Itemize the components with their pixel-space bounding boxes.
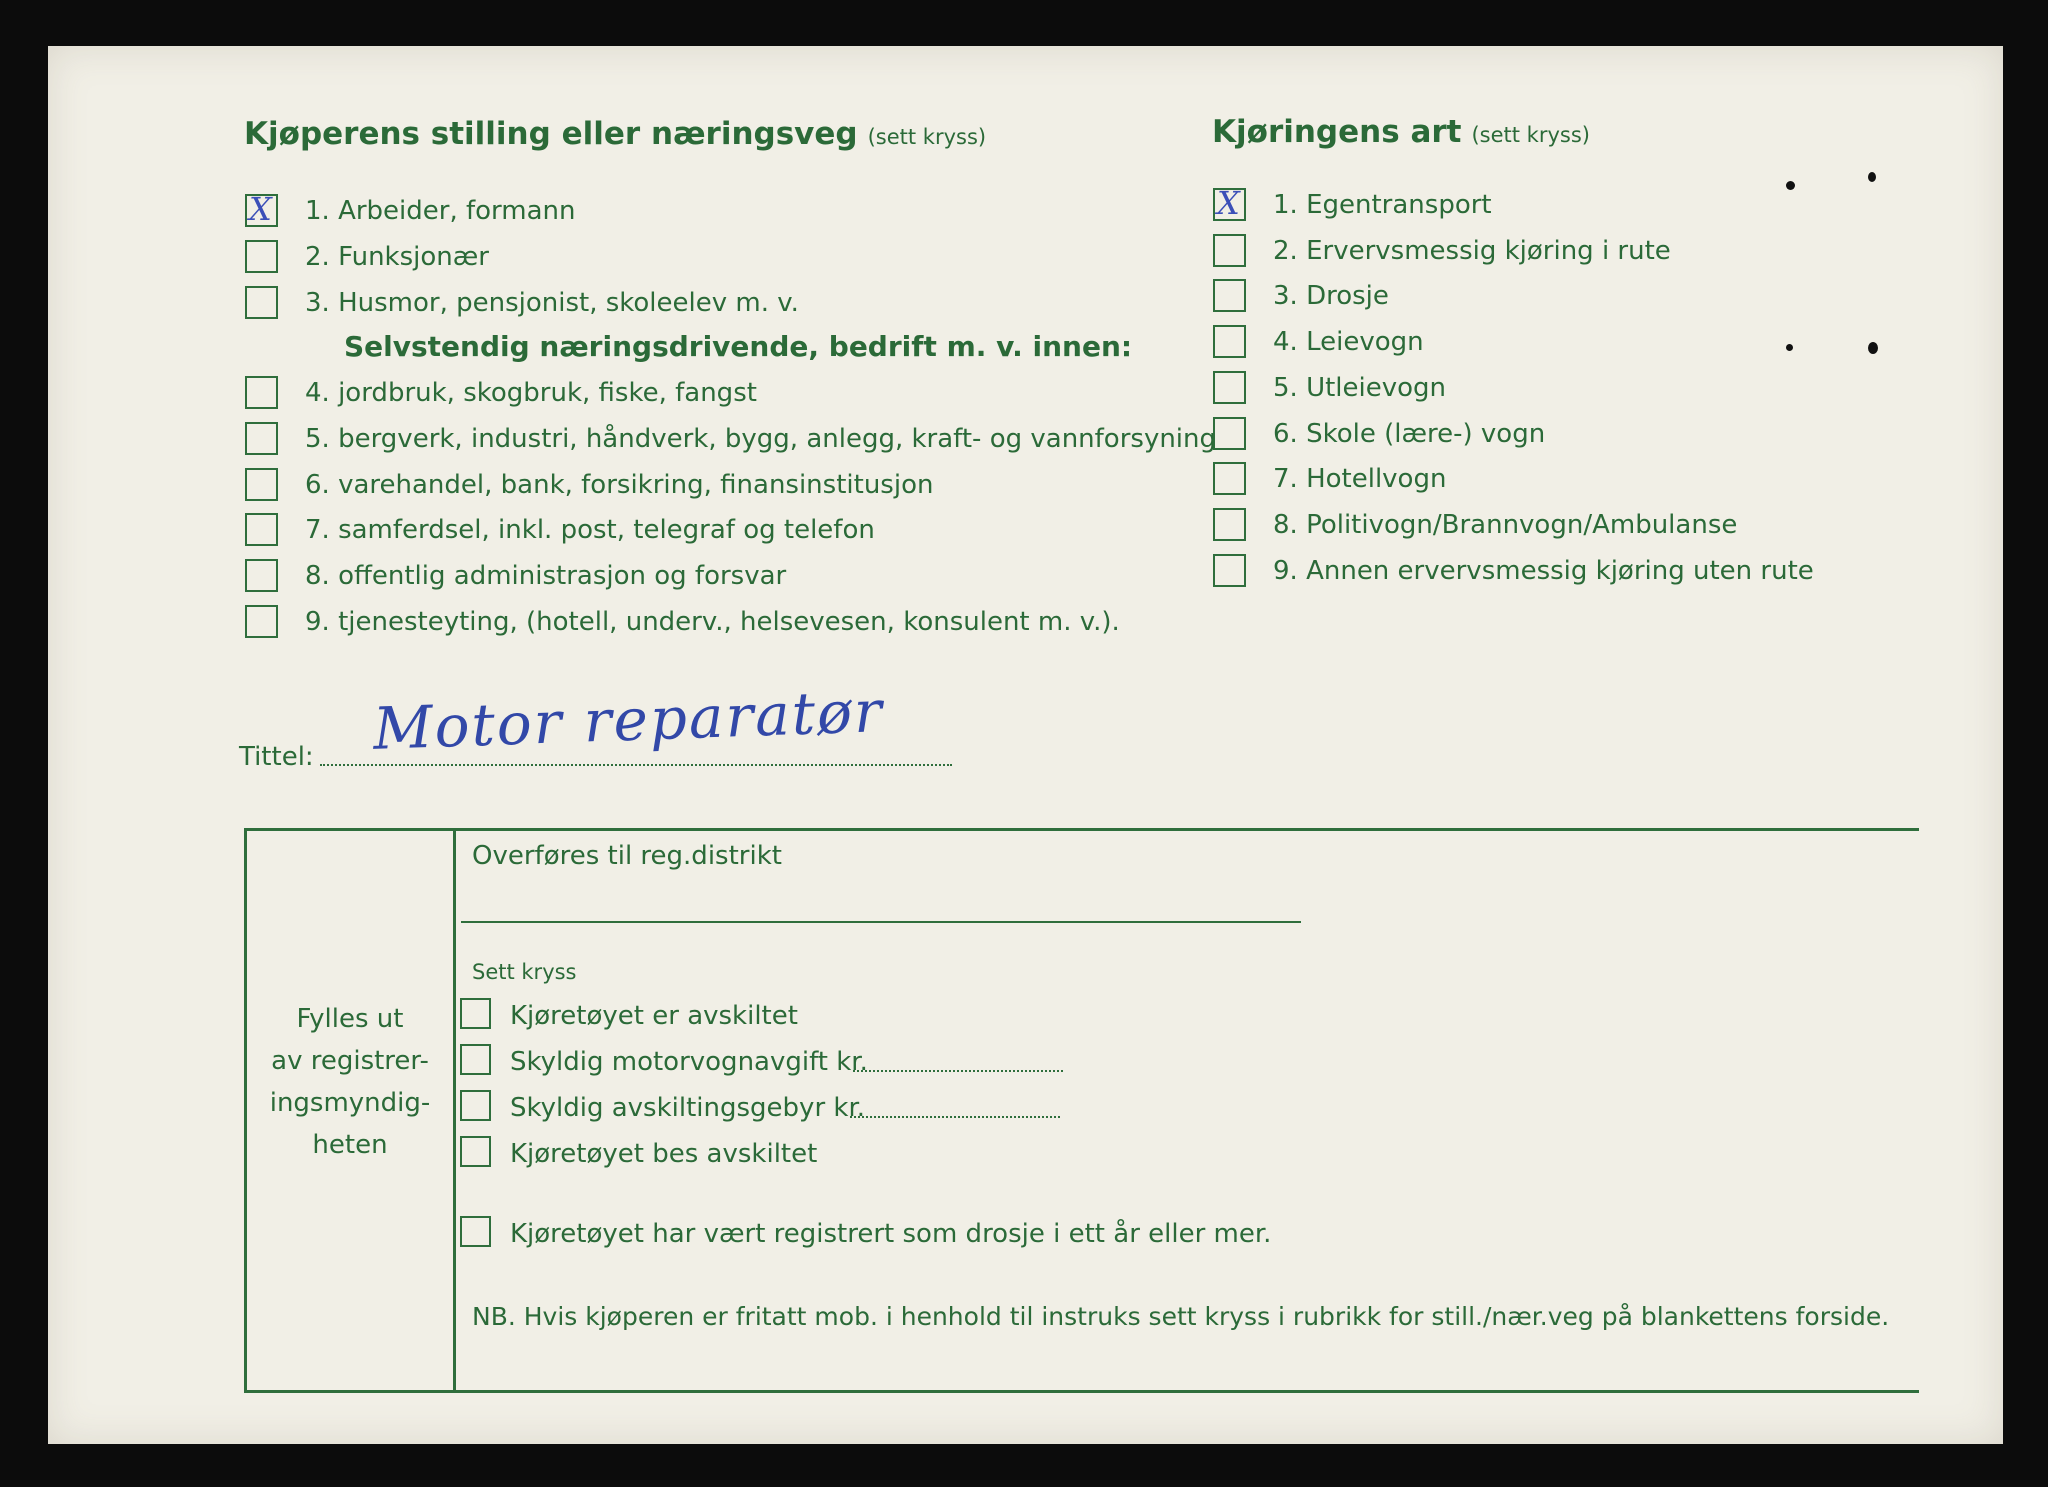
checkbox-label: 3. Drosje — [1273, 281, 1389, 312]
motorvognavgift-amount-line[interactable] — [853, 1070, 1063, 1072]
checkbox[interactable] — [1213, 184, 1246, 222]
checkbox-label: 2. Funksjonær — [305, 242, 489, 272]
transfer-district-label: Overføres til reg.distrikt — [472, 841, 782, 871]
motorvognavgift-label: Skyldig motorvognavgift kr. — [510, 1047, 868, 1077]
checkbox-label: 4. jordbruk, skogbruk, fiske, fangst — [305, 378, 757, 408]
drosje-year-label: Kjøretøyet har vært registrert som drosje i ett år eller mer. — [510, 1219, 1272, 1249]
checkbox[interactable] — [1213, 234, 1246, 267]
checkbox[interactable] — [1213, 325, 1246, 358]
checkbox-label: 6. Skole (lære-) vogn — [1273, 418, 1546, 449]
checkbox[interactable] — [1213, 371, 1246, 404]
checkbox[interactable] — [245, 605, 278, 638]
nb-note: NB. Hvis kjøperen er fritatt mob. i henhold til instruks sett kryss i rubrikk for still./nær.veg på blankettens forside. — [472, 1302, 1890, 1331]
sett-kryss-label: Sett kryss — [472, 960, 577, 984]
checkbox[interactable] — [1213, 279, 1246, 312]
avskiltingsgebyr-checkbox[interactable] — [460, 1090, 491, 1121]
checkbox-label: 8. Politivogn/Brannvogn/Ambulanse — [1273, 509, 1738, 540]
title-handwritten-value[interactable]: Motor reparatør — [371, 677, 885, 763]
avskiltet-checkbox[interactable] — [460, 998, 491, 1029]
checkbox[interactable] — [1213, 508, 1246, 541]
avskiltet-label: Kjøretøyet er avskiltet — [510, 1001, 798, 1031]
driving-type-title: Kjøringens art — [1212, 114, 1462, 150]
ink-speck — [1786, 181, 1795, 190]
checkbox-label: 9. Annen ervervsmessig kjøring uten rute — [1273, 555, 1814, 586]
checkbox[interactable] — [245, 190, 278, 228]
bes-avskiltet-checkbox[interactable] — [460, 1136, 491, 1167]
checkbox-label: 6. varehandel, bank, forsikring, finansinstitusjon — [305, 469, 934, 500]
ink-speck — [1786, 344, 1793, 351]
checkbox-label: 1. Egentransport — [1273, 190, 1492, 220]
checkbox[interactable] — [245, 422, 278, 455]
registry-side-label-line: ingsmyndig- — [269, 1088, 431, 1118]
checkbox-label: 7. samferdsel, inkl. post, telegraf og telefon — [305, 515, 875, 546]
title-label: Tittel: — [239, 742, 314, 772]
check-mark-icon: X — [249, 190, 272, 228]
checkbox-label: 3. Husmor, pensjonist, skoleelev m. v. — [305, 288, 799, 318]
buyer-occupation-hint: (sett kryss) — [867, 125, 987, 149]
check-mark-icon: X — [1217, 184, 1240, 222]
registry-side-label-line: Fylles ut — [296, 1004, 404, 1034]
drosje-year-checkbox[interactable] — [460, 1216, 491, 1247]
checkbox-label: 1. Arbeider, formann — [305, 196, 576, 226]
registry-box-divider — [453, 828, 456, 1390]
checkbox-label: 8. offentlig administrasjon og forsvar — [305, 561, 787, 592]
checkbox-label: 7. Hotellvogn — [1273, 464, 1447, 495]
checkbox-label: 2. Ervervsmessig kjøring i rute — [1273, 235, 1671, 266]
registry-box-bottom-rule — [244, 1390, 1919, 1393]
driving-type-heading — [1212, 114, 1590, 150]
avskiltingsgebyr-amount-line[interactable] — [850, 1116, 1060, 1118]
checkbox[interactable] — [245, 286, 278, 319]
checkbox-label: 4. Leievogn — [1273, 327, 1424, 358]
checkbox[interactable] — [1213, 462, 1246, 495]
bes-avskiltet-label: Kjøretøyet bes avskiltet — [510, 1139, 818, 1169]
avskiltingsgebyr-label: Skyldig avskiltingsgebyr kr. — [510, 1093, 866, 1123]
checkbox[interactable] — [245, 240, 278, 273]
driving-type-hint: (sett kryss) — [1471, 123, 1590, 147]
checkbox[interactable] — [1213, 417, 1246, 450]
motorvognavgift-checkbox[interactable] — [460, 1044, 491, 1075]
transfer-district-line[interactable] — [461, 921, 1301, 923]
checkbox[interactable] — [245, 513, 278, 546]
checkbox-label: 5. Utleievogn — [1273, 372, 1447, 403]
form-sheet — [48, 46, 2003, 1444]
checkbox[interactable] — [1213, 554, 1246, 587]
checkbox[interactable] — [245, 376, 278, 409]
registry-side-label-line: av registrer- — [271, 1046, 429, 1076]
registry-side-label-line: heten — [312, 1130, 388, 1160]
buyer-occupation-heading — [244, 116, 986, 152]
ink-speck — [1868, 172, 1876, 182]
checkbox[interactable] — [245, 559, 278, 592]
title-dotted-line — [320, 764, 952, 766]
checkbox-label: 5. bergverk, industri, håndverk, bygg, anlegg, kraft- og vannforsyning — [305, 423, 1217, 454]
ink-speck — [1868, 342, 1878, 354]
registry-box-top-rule — [244, 828, 1919, 831]
checkbox[interactable] — [245, 468, 278, 501]
registry-side-label — [247, 998, 453, 1166]
buyer-occupation-title: Kjøperens stilling eller næringsveg — [244, 116, 858, 152]
checkbox-label: 9. tjenesteyting, (hotell, underv., helsevesen, konsulent m. v.). — [305, 607, 1120, 637]
self-employed-subheading: Selvstendig næringsdrivende, bedrift m. v. innen: — [344, 330, 1133, 363]
